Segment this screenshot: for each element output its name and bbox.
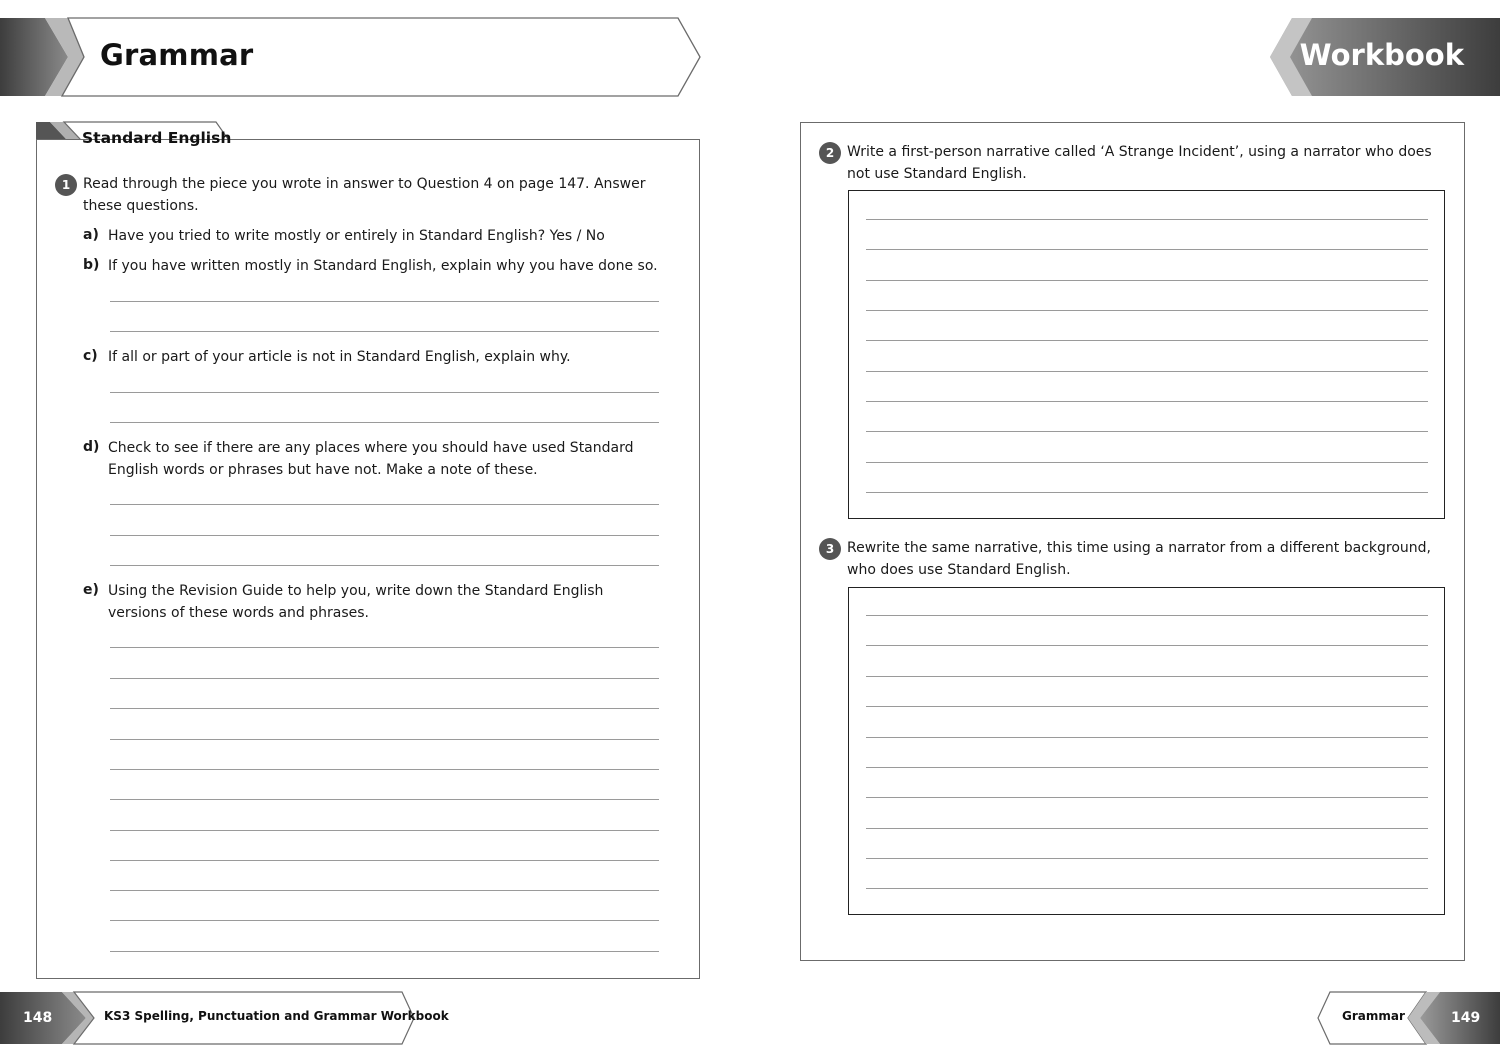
q3-line-8[interactable]	[866, 828, 1428, 829]
page-title-workbook: Workbook	[1299, 38, 1464, 72]
q3-line-5[interactable]	[866, 737, 1428, 738]
part-e-letter: e)	[83, 582, 99, 598]
answer-line-e-2[interactable]	[110, 678, 659, 679]
answer-line-e-11[interactable]	[110, 951, 659, 952]
answer-line-b-2[interactable]	[110, 331, 659, 332]
q3-line-1[interactable]	[866, 615, 1428, 616]
question-2-answer-box[interactable]	[848, 190, 1445, 519]
q2-line-7[interactable]	[866, 401, 1428, 402]
q2-line-10[interactable]	[866, 492, 1428, 493]
answer-line-d-1[interactable]	[110, 504, 659, 505]
answer-line-e-1[interactable]	[110, 647, 659, 648]
part-a-text: Have you tried to write mostly or entirely in Standard English? Yes / No	[108, 228, 605, 244]
left-page-number: 148	[23, 1010, 53, 1026]
part-b-text: If you have written mostly in Standard English, explain why you have done so.	[108, 258, 658, 274]
answer-line-c-2[interactable]	[110, 422, 659, 423]
question-2-text: Write a first-person narrative called ‘A Strange Incident’, using a narrator who does not use Standard English.	[847, 144, 1432, 182]
q3-line-3[interactable]	[866, 676, 1428, 677]
q2-line-1[interactable]	[866, 219, 1428, 220]
question-3-answer-box[interactable]	[848, 587, 1445, 915]
answer-line-d-3[interactable]	[110, 565, 659, 566]
part-a-letter: a)	[83, 227, 99, 243]
part-c-text: If all or part of your article is not in Standard English, explain why.	[108, 349, 571, 365]
page-title-grammar: Grammar	[100, 38, 254, 72]
q2-line-4[interactable]	[866, 310, 1428, 311]
q2-line-9[interactable]	[866, 462, 1428, 463]
answer-line-e-8[interactable]	[110, 860, 659, 861]
part-b-letter: b)	[83, 257, 100, 273]
answer-line-e-6[interactable]	[110, 799, 659, 800]
answer-line-c-1[interactable]	[110, 392, 659, 393]
q2-line-6[interactable]	[866, 371, 1428, 372]
question-1-number: 1	[55, 174, 77, 196]
q2-line-3[interactable]	[866, 280, 1428, 281]
part-d-letter: d)	[83, 439, 100, 455]
question-1-text: Read through the piece you wrote in answer to Question 4 on page 147. Answer these questions.	[83, 176, 646, 214]
answer-line-e-9[interactable]	[110, 890, 659, 891]
part-e-text: Using the Revision Guide to help you, write down the Standard English versions of these words and phrases.	[108, 583, 604, 621]
q2-line-2[interactable]	[866, 249, 1428, 250]
part-d-text: Check to see if there are any places where you should have used Standard English words or phrases but have not. Make a note of these.	[108, 440, 634, 478]
right-page-number: 149	[1451, 1010, 1481, 1026]
question-3-text: Rewrite the same narrative, this time using a narrator from a different background, who does use Standard English.	[847, 540, 1431, 578]
q3-line-6[interactable]	[866, 767, 1428, 768]
q3-line-9[interactable]	[866, 858, 1428, 859]
q3-line-2[interactable]	[866, 645, 1428, 646]
right-footer-title: Grammar	[1342, 1009, 1405, 1023]
part-c-letter: c)	[83, 348, 98, 364]
answer-line-e-5[interactable]	[110, 769, 659, 770]
q3-line-7[interactable]	[866, 797, 1428, 798]
q3-line-10[interactable]	[866, 888, 1428, 889]
left-footer-title: KS3 Spelling, Punctuation and Grammar Workbook	[104, 1009, 449, 1023]
answer-line-b-1[interactable]	[110, 301, 659, 302]
answer-line-e-3[interactable]	[110, 708, 659, 709]
section-title: Standard English	[82, 129, 232, 147]
q2-line-5[interactable]	[866, 340, 1428, 341]
answer-line-e-7[interactable]	[110, 830, 659, 831]
question-2-number: 2	[819, 142, 841, 164]
answer-line-d-2[interactable]	[110, 535, 659, 536]
answer-line-e-10[interactable]	[110, 920, 659, 921]
answer-line-e-4[interactable]	[110, 739, 659, 740]
q2-line-8[interactable]	[866, 431, 1428, 432]
q3-line-4[interactable]	[866, 706, 1428, 707]
question-3-number: 3	[819, 538, 841, 560]
